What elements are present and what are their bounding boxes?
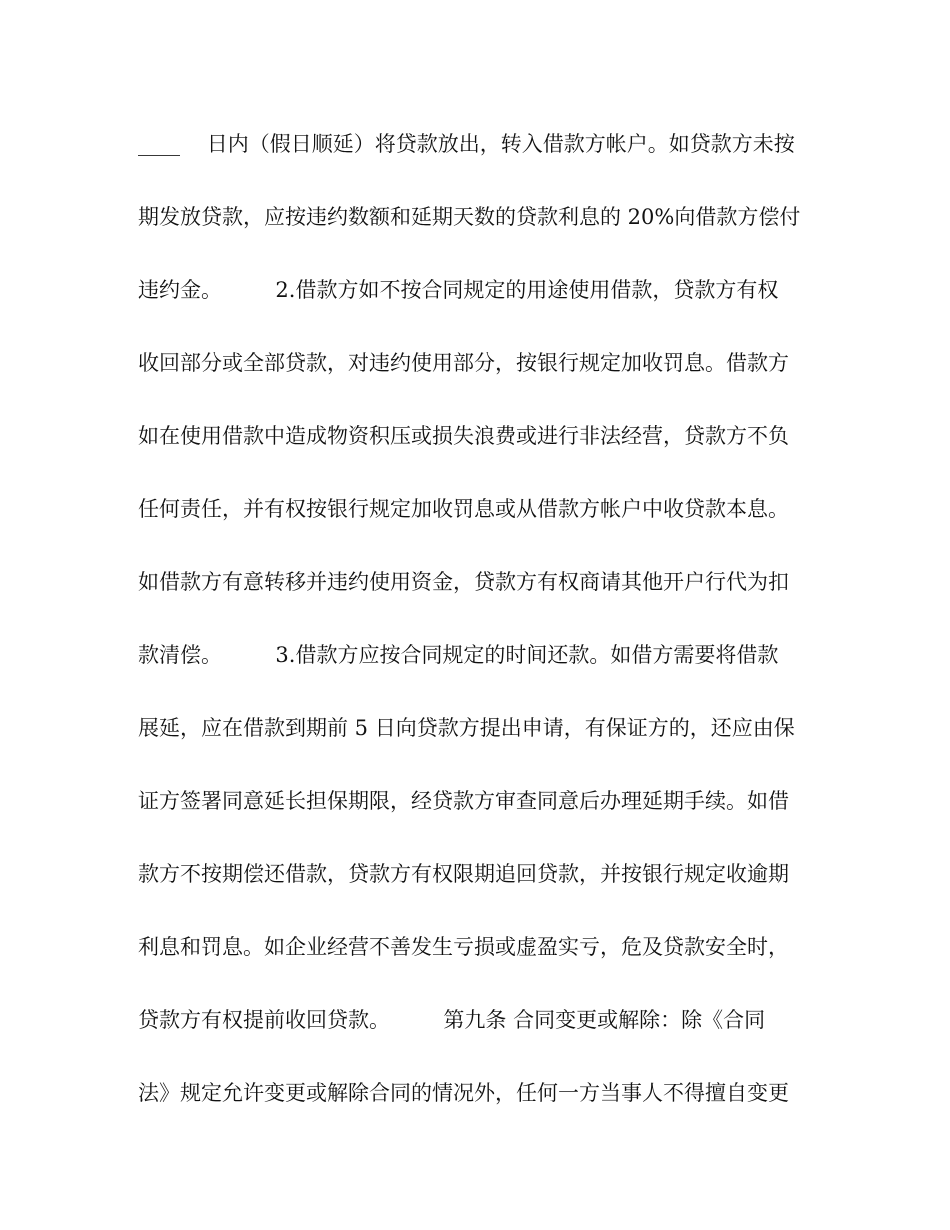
text-line-6: 任何责任，并有权按银行规定加收罚息或从借款方帐户中收贷款本息。 (138, 497, 789, 521)
text-line-9: 展延，应在借款到期前 5 日向贷款方提出申请，有保证方的，还应由保 (138, 716, 795, 740)
text-line-14: 法》规定允许变更或解除合同的情况外，任何一方当事人不得擅自变更 (138, 1081, 789, 1105)
text-line-8: 款清偿。 3.借款方应按合同规定的时间还款。如借方需要将借款 (138, 643, 779, 667)
text-line-12: 利息和罚息。如企业经营不善发生亏损或虚盈实亏，危及贷款安全时， (138, 935, 789, 959)
text-line-3: 违约金。 2.借款方如不按合同规定的用途使用借款，贷款方有权 (138, 278, 779, 302)
text-line-10: 证方签署同意延长担保期限，经贷款方审查同意后办理延期手续。如借 (138, 789, 789, 813)
contract-body-text (138, 120, 828, 1142)
text-line-13: 贷款方有权提前收回贷款。 第九条 合同变更或解除：除《合同 (138, 1008, 766, 1032)
text-line-4: 收回部分或全部贷款，对违约使用部分，按银行规定加收罚息。借款方 (138, 351, 789, 375)
text-line-2: 期发放贷款，应按违约数额和延期天数的贷款利息的 20%向借款方偿付 (138, 205, 801, 229)
text-line-5: 如在使用借款中造成物资积压或损失浪费或进行非法经营，贷款方不负 (138, 424, 789, 448)
text-line-7: 如借款方有意转移并违约使用资金，贷款方有权商请其他开户行代为扣 (138, 570, 789, 594)
text-line-11: 款方不按期偿还借款，贷款方有权限期追回贷款，并按银行规定收逾期 (138, 862, 789, 886)
text-line-1: ____ 日内（假日顺延）将贷款放出，转入借款方帐户。如贷款方未按 (138, 132, 795, 156)
